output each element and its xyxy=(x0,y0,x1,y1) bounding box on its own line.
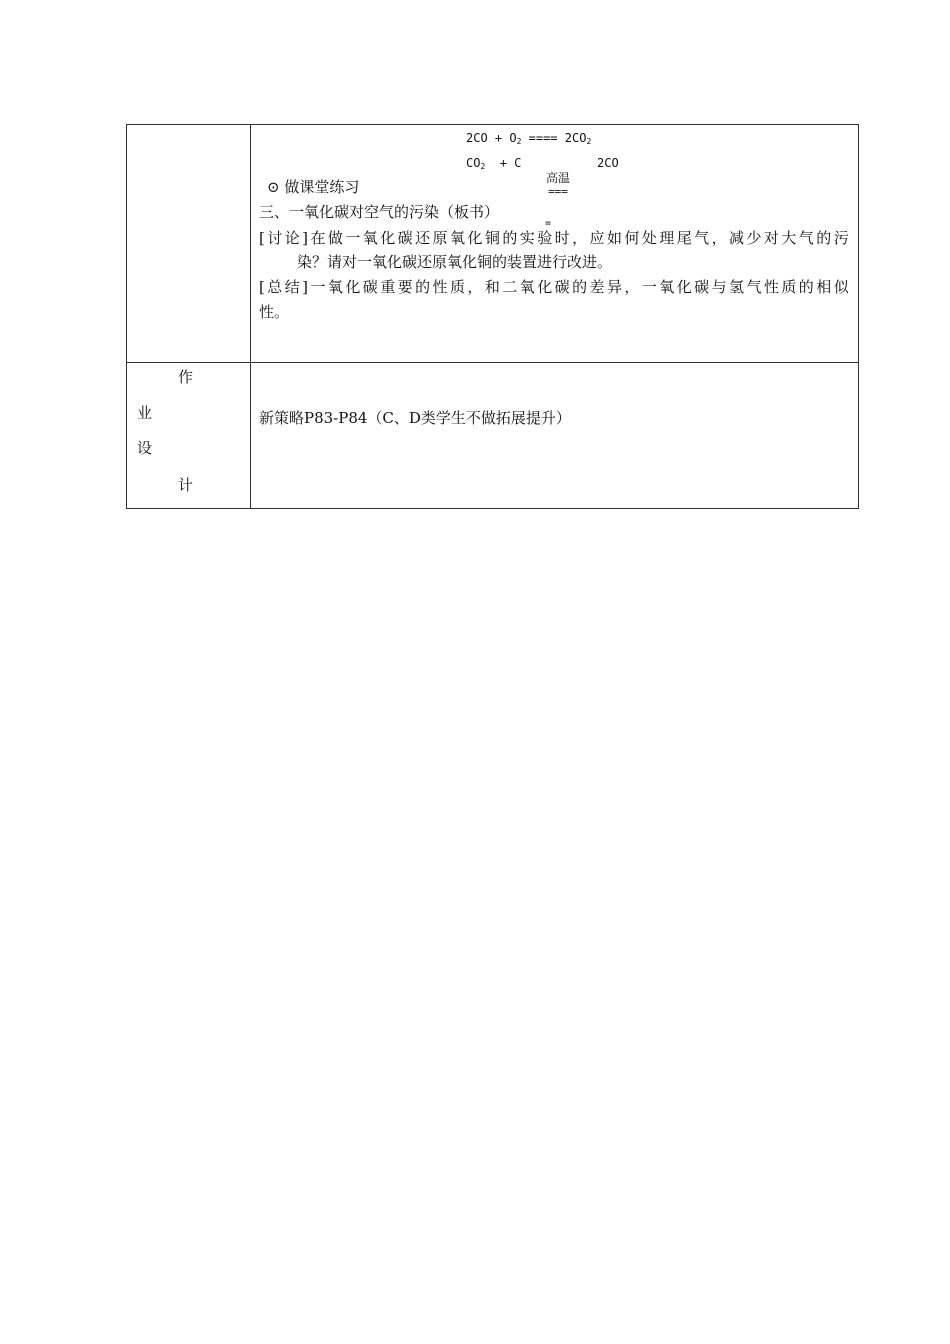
reaction-condition-small: = xyxy=(544,218,552,229)
homework-label-char: 计 xyxy=(178,476,194,494)
homework-label-char: 设 xyxy=(137,439,153,457)
eq2-product xyxy=(597,156,619,170)
homework-label-char: 业 xyxy=(137,404,153,422)
reaction-condition-bar: === xyxy=(548,185,568,198)
eq1-left: 2CO + O xyxy=(466,131,517,145)
table-row xyxy=(127,363,859,509)
lesson-plan-table xyxy=(126,124,859,509)
eq1-arrow: ==== xyxy=(521,131,565,145)
eq1-right: 2CO xyxy=(564,131,587,145)
homework-text: 新策略P83-P84（C、D类学生不做拓展提升） xyxy=(259,409,571,427)
content-cell xyxy=(251,125,859,363)
eq1-sub1: 2 xyxy=(516,137,522,146)
eq1-sub2: 2 xyxy=(586,137,592,146)
equation-co2-carbon xyxy=(466,156,521,171)
discussion-line-2: 染？请对一氧化碳还原氧化铜的装置进行改进。 xyxy=(297,253,613,271)
table-row xyxy=(127,125,859,363)
label-cell-empty xyxy=(127,125,251,363)
eq2-sub1: 2 xyxy=(480,162,486,171)
reaction-condition-label: 高温 xyxy=(545,171,570,185)
eq2-right: 2CO xyxy=(597,156,619,170)
summary-line-2: 性。 xyxy=(259,303,290,321)
homework-label-cell xyxy=(127,363,251,509)
discussion-line-1: [讨论]在做一氧化碳还原氧化铜的实验时，应如何处理尾气，减少对大气的污 xyxy=(259,229,849,247)
eq2-left2: + C xyxy=(485,156,522,170)
summary-line-1: [总结]一氧化碳重要的性质，和二氧化碳的差异，一氧化碳与氢气性质的相似 xyxy=(259,278,849,296)
homework-label-char: 作 xyxy=(178,368,194,386)
equation-co-oxygen xyxy=(466,131,591,146)
eq2-left1: CO xyxy=(466,156,481,170)
section-title: 三、一氧化碳对空气的污染（板书） xyxy=(259,203,500,221)
exercise-item: ⊙ 做课堂练习 xyxy=(267,178,360,196)
homework-content-cell xyxy=(251,363,859,509)
